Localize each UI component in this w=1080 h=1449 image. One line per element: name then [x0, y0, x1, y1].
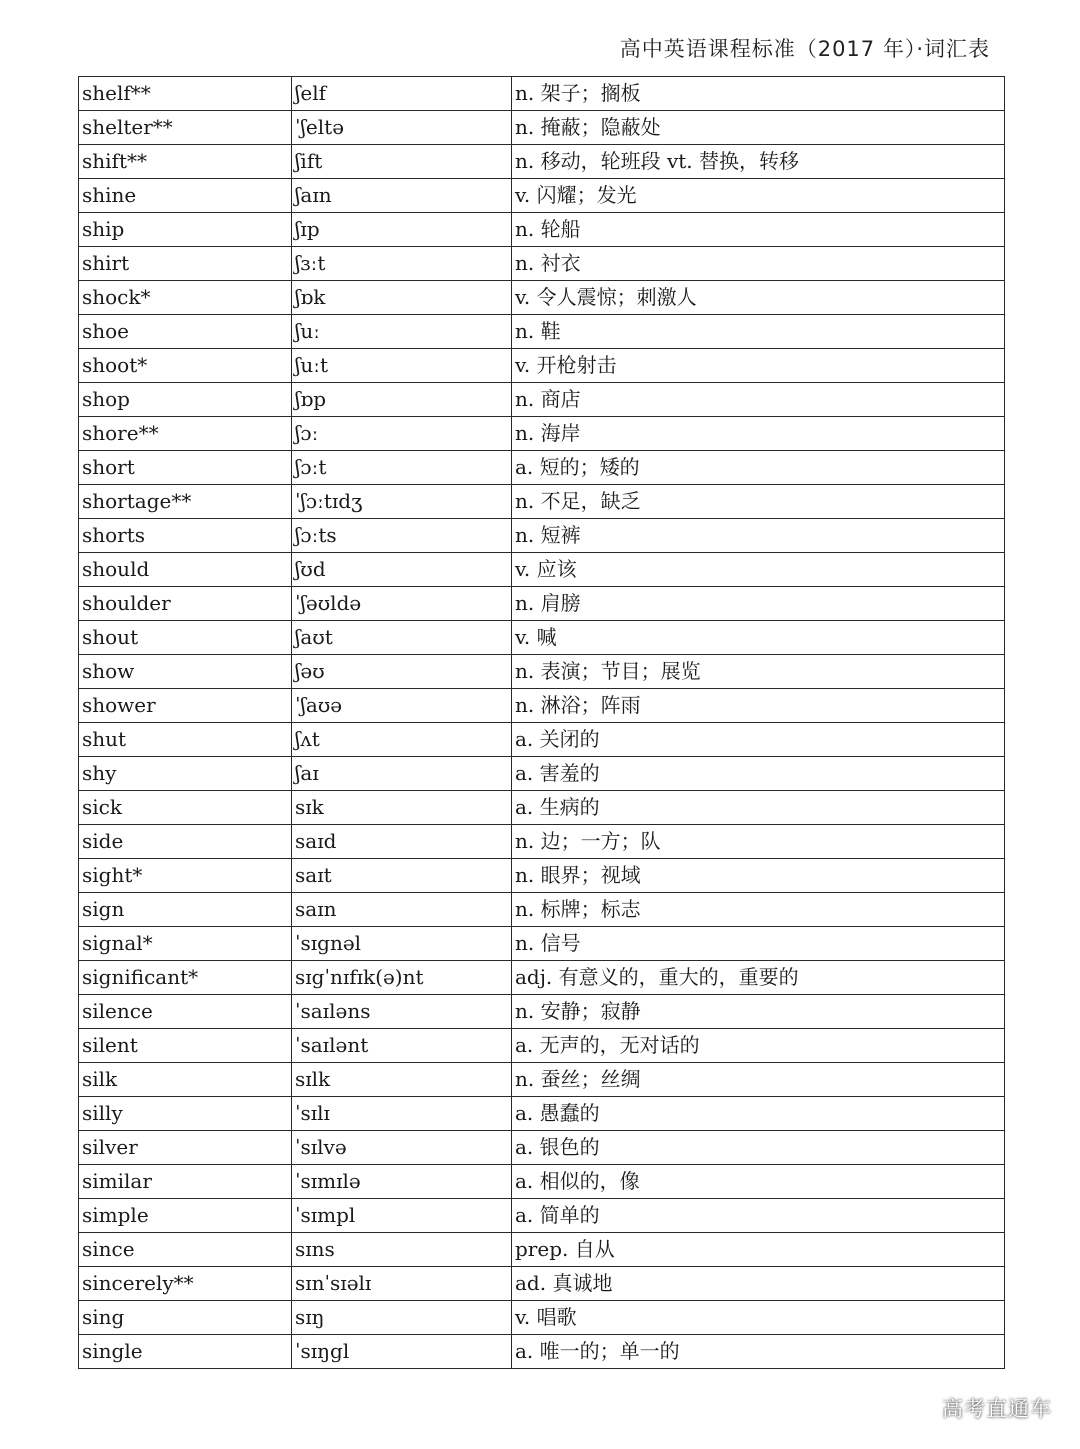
phonetic-cell: ʃaɪ	[292, 757, 512, 791]
phonetic-cell: ʃɔː	[292, 417, 512, 451]
word-cell: shoulder	[79, 587, 292, 621]
phonetic-cell: ʃɒk	[292, 281, 512, 315]
phonetic-cell: ˈsɪŋgl	[292, 1335, 512, 1369]
meaning-cell: a. 害羞的	[512, 757, 1005, 791]
table-row	[79, 859, 1005, 893]
word-cell: sing	[79, 1301, 292, 1335]
phonetic-cell: ˈsɪmɪlə	[292, 1165, 512, 1199]
phonetic-cell: ʃelf	[292, 77, 512, 111]
table-row	[79, 349, 1005, 383]
table-row	[79, 1233, 1005, 1267]
phonetic-cell: ʃift	[292, 145, 512, 179]
word-cell: shoot*	[79, 349, 292, 383]
word-cell: shop	[79, 383, 292, 417]
word-cell: simple	[79, 1199, 292, 1233]
meaning-cell: n. 轮船	[512, 213, 1005, 247]
table-row	[79, 655, 1005, 689]
phonetic-cell: ʃɔːts	[292, 519, 512, 553]
table-row	[79, 281, 1005, 315]
phonetic-cell: ˈsɪmpl	[292, 1199, 512, 1233]
word-cell: shut	[79, 723, 292, 757]
phonetic-cell: ʃʌt	[292, 723, 512, 757]
table-row	[79, 77, 1005, 111]
phonetic-cell: sɪk	[292, 791, 512, 825]
phonetic-cell: ʃaɪn	[292, 179, 512, 213]
word-cell: silver	[79, 1131, 292, 1165]
vocabulary-table-body	[79, 77, 1005, 1369]
table-row	[79, 111, 1005, 145]
word-cell: show	[79, 655, 292, 689]
word-cell: shout	[79, 621, 292, 655]
table-row	[79, 179, 1005, 213]
word-cell: shine	[79, 179, 292, 213]
phonetic-cell: saɪd	[292, 825, 512, 859]
table-row	[79, 893, 1005, 927]
meaning-cell: n. 蚕丝；丝绸	[512, 1063, 1005, 1097]
meaning-cell: v. 闪耀；发光	[512, 179, 1005, 213]
meaning-cell: n. 海岸	[512, 417, 1005, 451]
table-row	[79, 145, 1005, 179]
table-row	[79, 791, 1005, 825]
word-cell: shower	[79, 689, 292, 723]
meaning-cell: a. 短的；矮的	[512, 451, 1005, 485]
word-cell: silence	[79, 995, 292, 1029]
meaning-cell: v. 开枪射击	[512, 349, 1005, 383]
table-row	[79, 247, 1005, 281]
table-row	[79, 383, 1005, 417]
phonetic-cell: ˈsaɪlənt	[292, 1029, 512, 1063]
meaning-cell: n. 眼界；视域	[512, 859, 1005, 893]
table-row	[79, 1267, 1005, 1301]
meaning-cell: n. 短裤	[512, 519, 1005, 553]
phonetic-cell: saɪt	[292, 859, 512, 893]
word-cell: short	[79, 451, 292, 485]
word-cell: sincerely**	[79, 1267, 292, 1301]
meaning-cell: n. 信号	[512, 927, 1005, 961]
vocabulary-table	[78, 76, 1005, 1369]
table-row	[79, 689, 1005, 723]
meaning-cell: ad. 真诚地	[512, 1267, 1005, 1301]
meaning-cell: n. 移动，轮班段 vt. 替换，转移	[512, 145, 1005, 179]
word-cell: sight*	[79, 859, 292, 893]
table-row	[79, 1131, 1005, 1165]
word-cell: ship	[79, 213, 292, 247]
meaning-cell: adj. 有意义的，重大的，重要的	[512, 961, 1005, 995]
phonetic-cell: ˈʃɔːtɪdʒ	[292, 485, 512, 519]
table-row	[79, 451, 1005, 485]
meaning-cell: a. 关闭的	[512, 723, 1005, 757]
table-row	[79, 1335, 1005, 1369]
meaning-cell: v. 应该	[512, 553, 1005, 587]
word-cell: sign	[79, 893, 292, 927]
meaning-cell: n. 表演；节目；展览	[512, 655, 1005, 689]
phonetic-cell: ˈʃeltə	[292, 111, 512, 145]
phonetic-cell: sɪŋ	[292, 1301, 512, 1335]
phonetic-cell: ʃuːt	[292, 349, 512, 383]
meaning-cell: n. 鞋	[512, 315, 1005, 349]
table-row	[79, 1165, 1005, 1199]
meaning-cell: n. 不足，缺乏	[512, 485, 1005, 519]
word-cell: shoe	[79, 315, 292, 349]
table-row	[79, 213, 1005, 247]
word-cell: should	[79, 553, 292, 587]
meaning-cell: n. 商店	[512, 383, 1005, 417]
phonetic-cell: sɪnˈsɪəlɪ	[292, 1267, 512, 1301]
word-cell: significant*	[79, 961, 292, 995]
phonetic-cell: ˈsɪgnəl	[292, 927, 512, 961]
meaning-cell: n. 衬衣	[512, 247, 1005, 281]
word-cell: shorts	[79, 519, 292, 553]
table-row	[79, 757, 1005, 791]
table-row	[79, 553, 1005, 587]
phonetic-cell: ʃɪp	[292, 213, 512, 247]
word-cell: sick	[79, 791, 292, 825]
phonetic-cell: ˈsɪlɪ	[292, 1097, 512, 1131]
word-cell: shore**	[79, 417, 292, 451]
phonetic-cell: ʃʊd	[292, 553, 512, 587]
page-header-title: 高中英语课程标准（2017 年）·词汇表	[619, 37, 990, 61]
meaning-cell: n. 架子；搁板	[512, 77, 1005, 111]
table-row	[79, 315, 1005, 349]
word-cell: side	[79, 825, 292, 859]
meaning-cell: n. 淋浴；阵雨	[512, 689, 1005, 723]
word-cell: signal*	[79, 927, 292, 961]
table-row	[79, 723, 1005, 757]
table-row	[79, 825, 1005, 859]
table-row	[79, 485, 1005, 519]
table-row	[79, 519, 1005, 553]
table-row	[79, 995, 1005, 1029]
word-cell: similar	[79, 1165, 292, 1199]
phonetic-cell: sɪgˈnɪfɪk(ə)nt	[292, 961, 512, 995]
phonetic-cell: saɪn	[292, 893, 512, 927]
word-cell: shy	[79, 757, 292, 791]
meaning-cell: n. 安静；寂静	[512, 995, 1005, 1029]
phonetic-cell: ˈsaɪləns	[292, 995, 512, 1029]
word-cell: shortage**	[79, 485, 292, 519]
phonetic-cell: ʃəʊ	[292, 655, 512, 689]
meaning-cell: n. 边；一方；队	[512, 825, 1005, 859]
table-row	[79, 621, 1005, 655]
phonetic-cell: ʃaʊt	[292, 621, 512, 655]
watermark: 高考直通车	[942, 1397, 1052, 1421]
phonetic-cell: ʃɔːt	[292, 451, 512, 485]
meaning-cell: a. 简单的	[512, 1199, 1005, 1233]
phonetic-cell: ʃuː	[292, 315, 512, 349]
table-row	[79, 1029, 1005, 1063]
phonetic-cell: ʃɜːt	[292, 247, 512, 281]
table-row	[79, 417, 1005, 451]
meaning-cell: v. 令人震惊；刺激人	[512, 281, 1005, 315]
word-cell: shelf**	[79, 77, 292, 111]
table-row	[79, 587, 1005, 621]
phonetic-cell: ʃɒp	[292, 383, 512, 417]
phonetic-cell: sɪlk	[292, 1063, 512, 1097]
table-row	[79, 1063, 1005, 1097]
word-cell: silent	[79, 1029, 292, 1063]
table-row	[79, 1301, 1005, 1335]
meaning-cell: a. 相似的，像	[512, 1165, 1005, 1199]
word-cell: shirt	[79, 247, 292, 281]
word-cell: shock*	[79, 281, 292, 315]
meaning-cell: n. 标牌；标志	[512, 893, 1005, 927]
meaning-cell: a. 唯一的；单一的	[512, 1335, 1005, 1369]
phonetic-cell: ˈʃaʊə	[292, 689, 512, 723]
table-row	[79, 1097, 1005, 1131]
word-cell: single	[79, 1335, 292, 1369]
phonetic-cell: ˈsɪlvə	[292, 1131, 512, 1165]
meaning-cell: a. 无声的，无对话的	[512, 1029, 1005, 1063]
meaning-cell: a. 愚蠢的	[512, 1097, 1005, 1131]
phonetic-cell: sɪns	[292, 1233, 512, 1267]
meaning-cell: a. 生病的	[512, 791, 1005, 825]
word-cell: silk	[79, 1063, 292, 1097]
word-cell: silly	[79, 1097, 292, 1131]
meaning-cell: n. 掩蔽；隐蔽处	[512, 111, 1005, 145]
table-row	[79, 961, 1005, 995]
word-cell: shelter**	[79, 111, 292, 145]
word-cell: since	[79, 1233, 292, 1267]
meaning-cell: v. 喊	[512, 621, 1005, 655]
table-row	[79, 1199, 1005, 1233]
phonetic-cell: ˈʃəʊldə	[292, 587, 512, 621]
meaning-cell: v. 唱歌	[512, 1301, 1005, 1335]
meaning-cell: a. 银色的	[512, 1131, 1005, 1165]
meaning-cell: n. 肩膀	[512, 587, 1005, 621]
meaning-cell: prep. 自从	[512, 1233, 1005, 1267]
word-cell: shift**	[79, 145, 292, 179]
table-row	[79, 927, 1005, 961]
